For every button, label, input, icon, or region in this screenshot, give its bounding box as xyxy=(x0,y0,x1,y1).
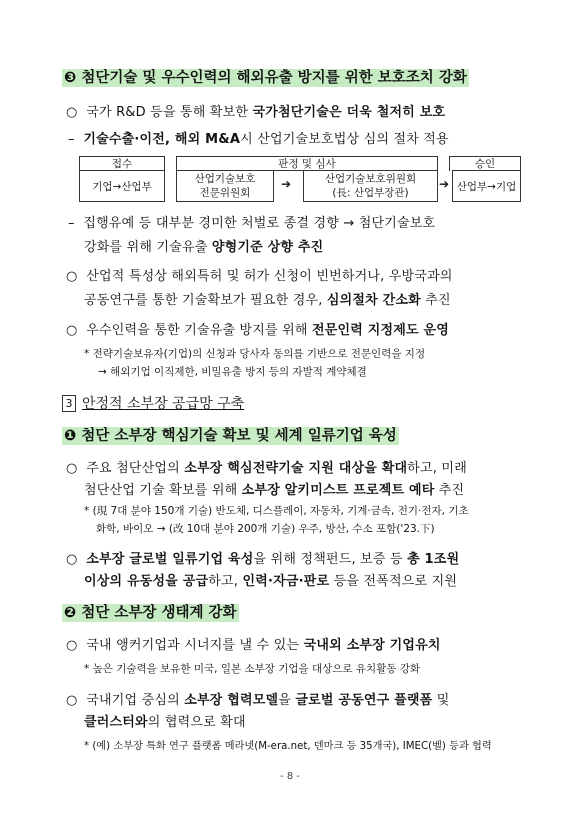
paragraph-9-line2: 클러스터와의 협력으로 확대 xyxy=(84,715,246,730)
note-3: * 높은 기술력을 보유한 미국, 일본 소부장 기업을 대상으로 유치활동 강화 xyxy=(84,663,421,675)
note-2-line2: 화학, 바이오 → (改 10대 분야 200개 기술) 우주, 방산, 수소 포함('23.下) xyxy=(96,523,435,535)
subsection-heading-2: ❷ 첨단 소부장 생태계 강화 xyxy=(64,605,237,621)
arrow-icon: ➔ xyxy=(281,177,292,191)
paragraph-4-line1: ○ 산업적 특성상 해외특허 및 허가 신청이 빈번하거나, 우방국과의 xyxy=(66,269,453,284)
note-2-line1: * (現 7대 분야 150개 기술) 반도체, 디스플레이, 자동차, 기계·금속, 전기·전자, 기초 xyxy=(84,505,469,517)
header-judge: 판정 및 심사 xyxy=(176,156,438,171)
paragraph-3-line2: 강화를 위해 기술유출 양형기준 상향 추진 xyxy=(84,240,324,255)
subsection-heading-1: ❶ 첨단 소부장 핵심기술 확보 및 세계 일류기업 육성 xyxy=(64,428,397,444)
paragraph-9-line1: ○ 국내기업 중심의 소부장 협력모델을 글로벌 공동연구 플랫폼 및 xyxy=(66,693,450,708)
page-number: - 8 - xyxy=(280,771,300,782)
paragraph-6-line1: ○ 주요 첨단산업의 소부장 핵심전략기술 지원 대상을 확대하고, 미래 xyxy=(66,461,467,476)
flow-box-expert-committee: 산업기술보호 전문위원회 xyxy=(176,170,274,202)
section-number-box: 3 xyxy=(62,395,76,412)
paragraph-8: ○ 국내 앵커기업과 시너지를 낼 수 있는 국내외 소부장 기업유치 xyxy=(66,638,441,653)
paragraph-7-line2: 이상의 유동성을 공급하고, 인력·자금·판로 등을 전폭적으로 지원 xyxy=(84,574,458,589)
note-1-line1: * 전략기술보유자(기업)의 신청과 당사자 동의를 기반으로 전문인력을 지정 xyxy=(84,348,426,360)
paragraph-4-line2: 공동연구를 통한 기술확보가 필요한 경우, 심의절차 간소화 추진 xyxy=(84,293,451,308)
paragraph-7-line1: ○ 소부장 글로벌 일류기업 육성을 위해 정책펀드, 보증 등 총 1조원 xyxy=(66,552,460,567)
note-4: * (예) 소부장 특화 연구 플랫폼 메라넷(M-era.net, 덴마크 등 35개국), IMEC(벨) 등과 협력 xyxy=(84,741,492,752)
note-1-line2: → 해외기업 이직제한, 비밀유출 방지 등의 자발적 계약체결 xyxy=(98,366,367,378)
paragraph-1: ○ 국가 R&D 등을 통해 확보한 국가첨단기술은 더욱 철저히 보호 xyxy=(66,105,446,120)
paragraph-2: – 기술수출·이전, 해외 M&A시 산업기술보호법상 심의 절차 적용 xyxy=(68,132,449,147)
section-3-heading: 3 안정적 소부장 공급망 구축 xyxy=(62,393,244,413)
flow-box-ministry-to-company: 산업부→기업 xyxy=(452,170,521,202)
section-heading-3: ❸ 첨단기술 및 우수인력의 해외유출 방지를 위한 보호조치 강화 xyxy=(64,70,467,86)
header-approve: 승인 xyxy=(449,156,521,171)
paragraph-3-line1: – 집행유예 등 대부분 경미한 처벌로 종결 경향 → 첨단기술보호 xyxy=(68,216,436,231)
judge-group-bracket xyxy=(176,170,436,171)
flow-box-company-to-ministry: 기업→산업부 xyxy=(79,170,165,202)
header-receive: 접수 xyxy=(79,156,165,171)
flow-box-protection-committee: 산업기술보호위원회 (長: 산업부장관) xyxy=(303,170,438,202)
paragraph-5: ○ 우수인력을 통한 기술유출 방지를 위해 전문인력 지정제도 운영 xyxy=(66,323,450,338)
arrow-icon: ➔ xyxy=(439,177,450,191)
paragraph-6-line2: 첨단산업 기술 확보를 위해 소부장 알키미스트 프로젝트 예타 추진 xyxy=(84,483,465,498)
